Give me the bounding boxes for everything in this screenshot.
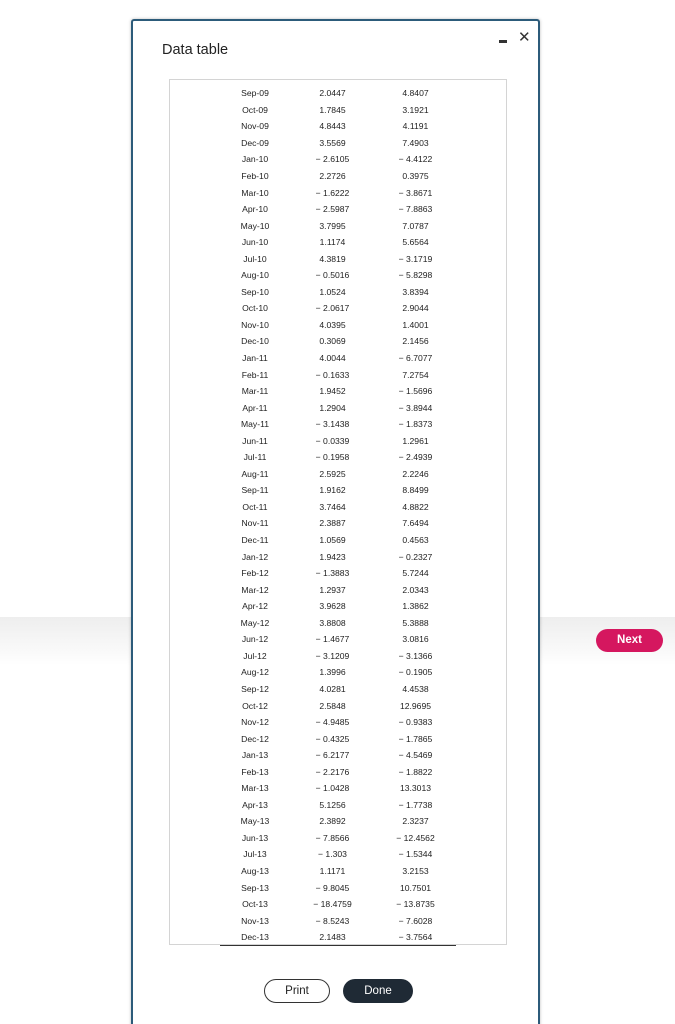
table-cell-date: Jul-13: [243, 849, 267, 860]
minimize-icon[interactable]: [499, 40, 507, 43]
table-row: [220, 846, 456, 863]
table-cell-value: 5.3888: [402, 617, 429, 628]
table-row: [220, 747, 456, 764]
table-row: [220, 697, 456, 714]
table-cell-date: Sep-09: [241, 88, 269, 99]
table-cell-value: − 1.6222: [315, 187, 350, 198]
table-cell-date: Dec-09: [241, 137, 269, 148]
table-cell-value: − 1.0428: [315, 783, 350, 794]
table-cell-value: − 1.303: [318, 849, 347, 860]
table-cell-date: May-13: [240, 816, 270, 827]
table-cell-value: 1.7845: [319, 104, 346, 115]
table-cell-value: 12.9695: [399, 700, 432, 711]
table-row: [220, 333, 456, 350]
table-cell-date: Dec-13: [220, 929, 290, 946]
table-cell-date: Oct-13: [242, 899, 268, 910]
table-row: [220, 565, 456, 582]
table-row: [220, 912, 456, 929]
table-cell-value: − 1.4677: [315, 634, 350, 645]
table-row: [220, 399, 456, 416]
table-cell-date: Sep-13: [241, 882, 269, 893]
table-row: [220, 515, 456, 532]
table-cell-value: − 12.4562: [396, 832, 435, 843]
data-table-dialog: [131, 19, 540, 1024]
table-cell-date: Aug-10: [241, 270, 269, 281]
table-cell-date: Jun-13: [241, 832, 269, 843]
table-cell-date: Sep-11: [241, 485, 269, 496]
table-row: [220, 681, 456, 698]
table-row: [220, 85, 456, 102]
table-cell-date: Feb-13: [241, 766, 269, 777]
table-cell-date: Feb-11: [241, 369, 269, 380]
table-row: [220, 664, 456, 681]
table-cell-value: 3.7464: [319, 501, 346, 512]
table-cell-value: 2.3892: [319, 816, 346, 827]
table-cell-value: 4.0395: [319, 319, 346, 330]
table-cell-value: − 7.8863: [398, 204, 433, 215]
table-cell-value: − 2.5987: [315, 204, 350, 215]
table-row: [220, 896, 456, 913]
table-cell-date: Oct-10: [242, 303, 268, 314]
table-cell-value: − 0.1905: [398, 667, 433, 678]
table-cell-value: 4.3819: [319, 253, 346, 264]
table-cell-date: Nov-11: [241, 518, 269, 529]
table-row: [220, 532, 456, 549]
table-cell-value: 7.4903: [402, 137, 429, 148]
table-cell-value: − 1.7738: [398, 799, 433, 810]
table-cell-value: 2.2246: [402, 468, 429, 479]
table-row: [220, 466, 456, 483]
table-row: [220, 432, 456, 449]
table-cell-date: Jan-10: [241, 154, 269, 165]
done-button[interactable]: Done: [343, 979, 413, 1003]
table-cell-value: − 1.8822: [398, 766, 433, 777]
table-cell-date: Oct-11: [242, 501, 268, 512]
table-cell-value: − 3.1438: [315, 419, 350, 430]
table-cell-value: − 2.0617: [315, 303, 350, 314]
table-cell-value: 3.5569: [319, 137, 346, 148]
table-cell-date: Jul-11: [243, 452, 267, 463]
table-cell-value: 3.1921: [402, 104, 429, 115]
table-row: [220, 631, 456, 648]
table-cell-value: 4.1191: [402, 121, 429, 132]
table-cell-date: Apr-13: [242, 799, 268, 810]
table-cell-value: 1.0524: [319, 286, 346, 297]
table-cell-value: − 2.6105: [315, 154, 350, 165]
table-cell-value: 10.7501: [399, 882, 432, 893]
table-cell-date: Mar-12: [241, 584, 269, 595]
table-row: [220, 598, 456, 615]
table-cell-value: 4.8822: [402, 501, 429, 512]
table-row: [220, 118, 456, 135]
table-cell-date: May-10: [240, 220, 270, 231]
table-cell-value: 7.0787: [402, 220, 429, 231]
table-cell-value: − 3.7564: [375, 929, 456, 946]
table-cell-date: Feb-12: [241, 568, 269, 579]
table-cell-date: Jan-12: [241, 551, 269, 562]
table-cell-value: 5.6564: [402, 237, 429, 248]
table-cell-date: May-12: [240, 617, 270, 628]
table-row: [220, 830, 456, 847]
table-cell-value: − 4.5469: [398, 750, 433, 761]
table-cell-value: − 4.4122: [398, 154, 433, 165]
table-cell-value: 2.9044: [402, 303, 429, 314]
table-cell-value: − 7.8566: [315, 832, 350, 843]
table-cell-value: 3.0816: [402, 634, 429, 645]
table-cell-value: 4.0044: [319, 353, 346, 364]
table-cell-value: 2.0447: [319, 88, 346, 99]
table-cell-value: 8.8499: [402, 485, 429, 496]
table-cell-value: 1.2961: [402, 435, 429, 446]
table-cell-value: 7.2754: [402, 369, 429, 380]
table-cell-value: 0.3069: [319, 336, 346, 347]
table-cell-value: − 4.9485: [315, 717, 350, 728]
table-cell-value: 1.9423: [319, 551, 346, 562]
table-cell-value: 7.6494: [402, 518, 429, 529]
table-cell-value: − 3.1209: [315, 650, 350, 661]
table-cell-date: Jan-11: [242, 353, 268, 364]
table-cell-date: Jul-10: [243, 253, 267, 264]
table-row: [220, 648, 456, 665]
table-row: [220, 482, 456, 499]
table-cell-date: Jun-10: [241, 237, 269, 248]
table-cell-date: Mar-10: [241, 187, 269, 198]
table-cell-date: May-11: [240, 419, 270, 430]
table-cell-value: 13.3013: [399, 783, 432, 794]
print-button[interactable]: Print: [264, 979, 330, 1003]
table-cell-value: − 3.1366: [398, 650, 433, 661]
table-cell-value: 3.7995: [319, 220, 346, 231]
table-row: [220, 300, 456, 317]
table-cell-value: 1.1174: [319, 237, 346, 248]
table-cell-value: − 0.1958: [315, 452, 350, 463]
table-cell-value: − 1.3883: [315, 568, 350, 579]
table-cell-date: Apr-10: [242, 204, 268, 215]
table-cell-value: − 13.8735: [396, 899, 435, 910]
table-row: [220, 581, 456, 598]
table-row: [220, 151, 456, 168]
table-row: [220, 267, 456, 284]
table-cell-date: Nov-10: [241, 319, 269, 330]
table-cell-value: − 5.8298: [398, 270, 433, 281]
table-cell-date: Dec-12: [241, 733, 269, 744]
table-cell-value: 3.8808: [319, 617, 346, 628]
table-row: [220, 135, 456, 152]
table-cell-value: 1.9452: [319, 386, 346, 397]
table-cell-value: − 9.8045: [315, 882, 350, 893]
table-cell-date: Aug-12: [241, 667, 269, 678]
table-cell-value: 4.4538: [402, 683, 429, 694]
table-cell-value: − 0.4325: [315, 733, 350, 744]
table-cell-value: − 1.7865: [398, 733, 433, 744]
table-cell-date: Mar-11: [241, 386, 269, 397]
table-cell-value: 2.1483: [290, 929, 375, 946]
table-cell-value: − 1.8373: [398, 419, 433, 430]
table-row: [220, 548, 456, 565]
table-cell-value: − 6.2177: [315, 750, 350, 761]
dialog-title: Data table: [162, 42, 229, 58]
table-cell-date: Sep-10: [241, 286, 269, 297]
table-row: [220, 813, 456, 830]
table-cell-value: − 0.1633: [315, 369, 350, 380]
table-row: [220, 234, 456, 251]
table-cell-date: Mar-13: [241, 783, 269, 794]
table-cell-value: 2.3237: [402, 816, 429, 827]
table-row: [220, 284, 456, 301]
close-icon[interactable]: ✕: [518, 29, 531, 46]
table-cell-value: − 0.9383: [398, 717, 433, 728]
table-cell-date: Jul-12: [243, 650, 267, 661]
table-cell-date: Jan-13: [241, 750, 269, 761]
table-cell-value: − 0.2327: [398, 551, 433, 562]
table-cell-value: − 1.5696: [398, 386, 433, 397]
table-scroll-frame[interactable]: [169, 79, 507, 945]
table-cell-date: Jun-11: [242, 435, 268, 446]
table-row: [220, 780, 456, 797]
table-cell-date: Aug-11: [241, 468, 269, 479]
table-cell-date: Oct-12: [242, 700, 268, 711]
table-cell-value: 5.1256: [319, 799, 346, 810]
table-cell-date: Sep-12: [241, 683, 269, 694]
table-cell-value: 3.9628: [319, 601, 346, 612]
table-cell-value: 4.0281: [319, 683, 346, 694]
table-row: [220, 714, 456, 731]
table-cell-value: − 3.1719: [398, 253, 433, 264]
table-cell-date: Nov-13: [241, 915, 269, 926]
table-cell-date: Apr-12: [242, 601, 268, 612]
table-cell-value: − 1.5344: [398, 849, 433, 860]
table-row: [220, 102, 456, 119]
table-cell-value: 0.4563: [402, 535, 429, 546]
table-cell-value: 4.8407: [402, 88, 429, 99]
table-cell-value: 1.2937: [319, 584, 346, 595]
table-cell-value: 1.4001: [402, 319, 429, 330]
table-cell-value: 1.2904: [319, 402, 346, 413]
table-cell-date: Dec-11: [241, 535, 269, 546]
table-cell-value: − 0.0339: [315, 435, 350, 446]
table-cell-value: − 2.4939: [398, 452, 433, 463]
table-row: [220, 730, 456, 747]
table-cell-value: 5.7244: [402, 568, 429, 579]
table-cell-value: 1.3996: [319, 667, 346, 678]
table-row: [220, 184, 456, 201]
table-row: [220, 449, 456, 466]
table-cell-value: − 18.4759: [313, 899, 352, 910]
table-cell-value: − 0.5016: [315, 270, 350, 281]
table-row: [220, 168, 456, 185]
table-cell-date: Aug-13: [241, 865, 269, 876]
table-row: [220, 863, 456, 880]
table-cell-value: 1.9162: [319, 485, 346, 496]
table-row: [220, 763, 456, 780]
table-cell-date: Nov-09: [241, 121, 269, 132]
table-cell-value: − 2.2176: [315, 766, 350, 777]
table-cell-value: 2.0343: [402, 584, 429, 595]
table-row: [220, 499, 456, 516]
table-cell-value: 2.5925: [319, 468, 346, 479]
table-cell-value: 3.2153: [402, 865, 429, 876]
table-cell-value: 1.1171: [319, 865, 346, 876]
table-cell-value: − 3.8944: [398, 402, 433, 413]
table-row: [220, 366, 456, 383]
table-row: [220, 250, 456, 267]
table-cell-date: Oct-09: [242, 104, 268, 115]
table-row: [220, 416, 456, 433]
table-cell-value: − 6.7077: [398, 353, 433, 364]
table-cell-value: − 7.6028: [398, 915, 433, 926]
table-row: [220, 201, 456, 218]
table-cell-date: Dec-10: [241, 336, 269, 347]
table-cell-value: 0.3975: [402, 171, 429, 181]
table-row: [220, 929, 456, 946]
table-cell-value: 2.1456: [402, 336, 429, 347]
table-cell-value: 4.8443: [319, 121, 346, 132]
table-cell-date: Jun-12: [241, 634, 269, 645]
table-row: [220, 317, 456, 334]
data-table: [220, 85, 456, 946]
table-cell-date: Nov-12: [241, 717, 269, 728]
table-cell-value: − 8.5243: [315, 915, 350, 926]
table-cell-value: − 3.8671: [398, 187, 433, 198]
table-cell-value: 1.3862: [402, 601, 429, 612]
table-cell-date: Apr-11: [242, 402, 268, 413]
table-cell-value: 2.5848: [319, 700, 346, 711]
table-row: [220, 615, 456, 632]
table-row: [220, 879, 456, 896]
table-cell-value: 2.2726: [319, 171, 346, 181]
table-cell-value: 1.0569: [319, 535, 346, 546]
next-button[interactable]: Next: [596, 629, 663, 652]
table-row: [220, 383, 456, 400]
table-cell-value: 3.8394: [402, 286, 429, 297]
table-row: [220, 797, 456, 814]
table-cell-date: Feb-10: [241, 171, 269, 181]
table-cell-value: 2.3887: [319, 518, 346, 529]
table-row: [220, 217, 456, 234]
table-row: [220, 350, 456, 367]
